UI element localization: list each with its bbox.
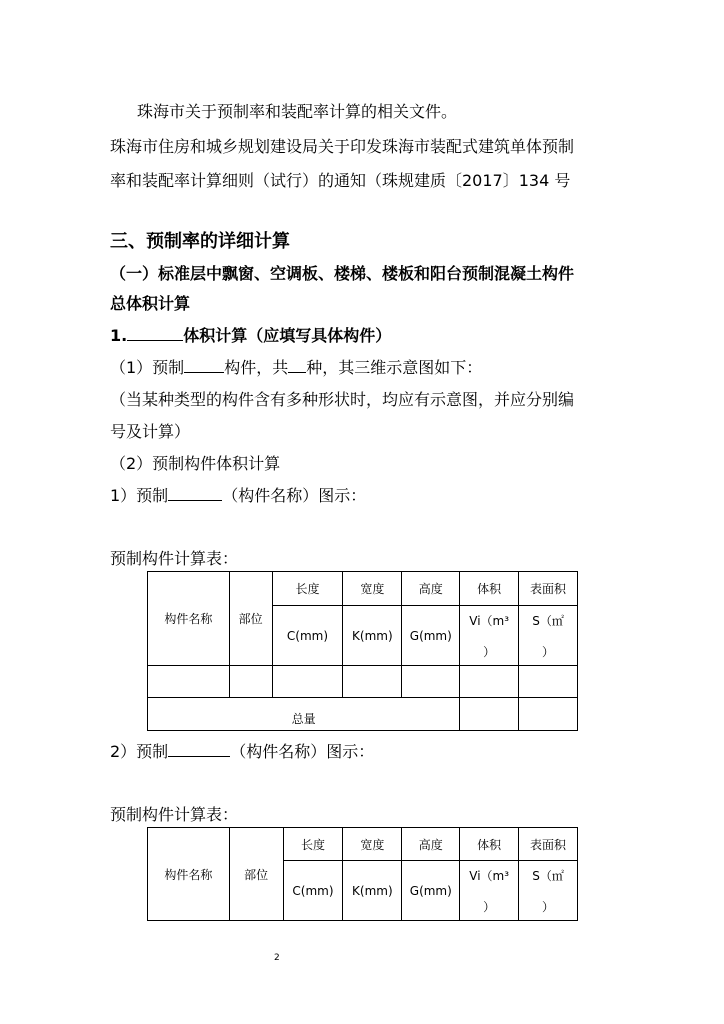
section-title: 三、预制率的详细计算 [110,231,290,252]
table-row [148,666,578,698]
unit-height: G(mm) [402,606,460,666]
header-part: 部位 [229,828,283,921]
header-component-name: 构件名称 [148,572,230,666]
unit-length: C(mm) [272,606,343,666]
blank-name-2 [168,742,230,757]
table-cell[interactable] [343,666,402,698]
blank-name-1 [168,486,222,501]
intro-line-2: 珠海市住房和城乡规划建设局关于印发珠海市装配式建筑单体预制 [110,137,575,156]
header-length: 长度 [272,572,343,606]
table-caption-2: 预制构件计算表： [110,805,239,824]
page-number: 2 [274,953,280,963]
header-width: 宽度 [343,828,402,861]
header-length: 长度 [283,828,343,861]
sub-item-2-b: （构件名称）图示： [230,742,375,761]
unit-width: K(mm) [343,861,402,921]
sub-item-2 [110,742,374,762]
header-height: 高度 [402,828,460,861]
unit-area: S（㎡ ） [519,606,578,666]
intro-line-1: 珠海市关于预制率和装配率计算的相关文件。 [137,102,458,121]
para-1 [110,358,482,378]
header-component-name: 构件名称 [148,828,230,921]
para-1-a: （1）预制 [110,358,185,377]
item-1-heading [110,326,391,346]
header-width: 宽度 [343,572,402,606]
table-cell[interactable] [148,666,230,698]
total-volume-cell[interactable] [460,698,519,731]
blank-component-type [127,326,183,341]
sub-item-1 [110,486,366,506]
unit-length: C(mm) [283,861,343,921]
table-cell[interactable] [519,666,578,698]
para-2: （2）预制构件体积计算 [110,454,281,473]
header-area: 表面积 [519,572,578,606]
sub-item-1-b: （构件名称）图示： [222,486,367,505]
calc-table-2 [147,827,578,921]
total-row [148,698,578,731]
blank-component [184,358,224,373]
intro-line-3: 率和装配率计算细则（试行）的通知（珠规建质〔2017〕134 号 [110,171,571,190]
header-area: 表面积 [519,828,578,861]
table-cell[interactable] [229,666,272,698]
note-line-b: 号及计算） [110,422,191,441]
subsection-title-a: （一）标准层中飘窗、空调板、楼梯、楼板和阳台预制混凝土构件 [110,264,575,283]
table-cell[interactable] [272,666,343,698]
subsection-title-b: 总体积计算 [110,294,191,313]
unit-area: S（㎡ ） [519,861,578,921]
unit-volume: Vi（m³ ） [460,861,519,921]
sub-item-2-a: 2）预制 [110,742,169,761]
para-1-b: 构件，共 [224,358,289,377]
header-volume: 体积 [460,572,519,606]
calc-table-1 [147,571,578,731]
header-height: 高度 [402,572,460,606]
item-1-label: 体积计算（应填写具体构件） [183,326,392,345]
total-label: 总量 [148,698,460,731]
header-volume: 体积 [460,828,519,861]
total-area-cell[interactable] [519,698,578,731]
sub-item-1-a: 1）预制 [110,486,169,505]
table-cell[interactable] [460,666,519,698]
unit-volume: Vi（m³ ） [460,606,519,666]
header-part: 部位 [229,572,272,666]
table-cell[interactable] [402,666,460,698]
unit-width: K(mm) [343,606,402,666]
item-1-number: 1. [110,326,128,345]
table-caption-1: 预制构件计算表： [110,549,239,568]
unit-height: G(mm) [402,861,460,921]
blank-count [288,358,306,373]
note-line-a: （当某种类型的构件含有多种形状时，均应有示意图，并应分别编 [110,390,575,409]
para-1-c: 种，其三维示意图如下： [306,358,483,377]
